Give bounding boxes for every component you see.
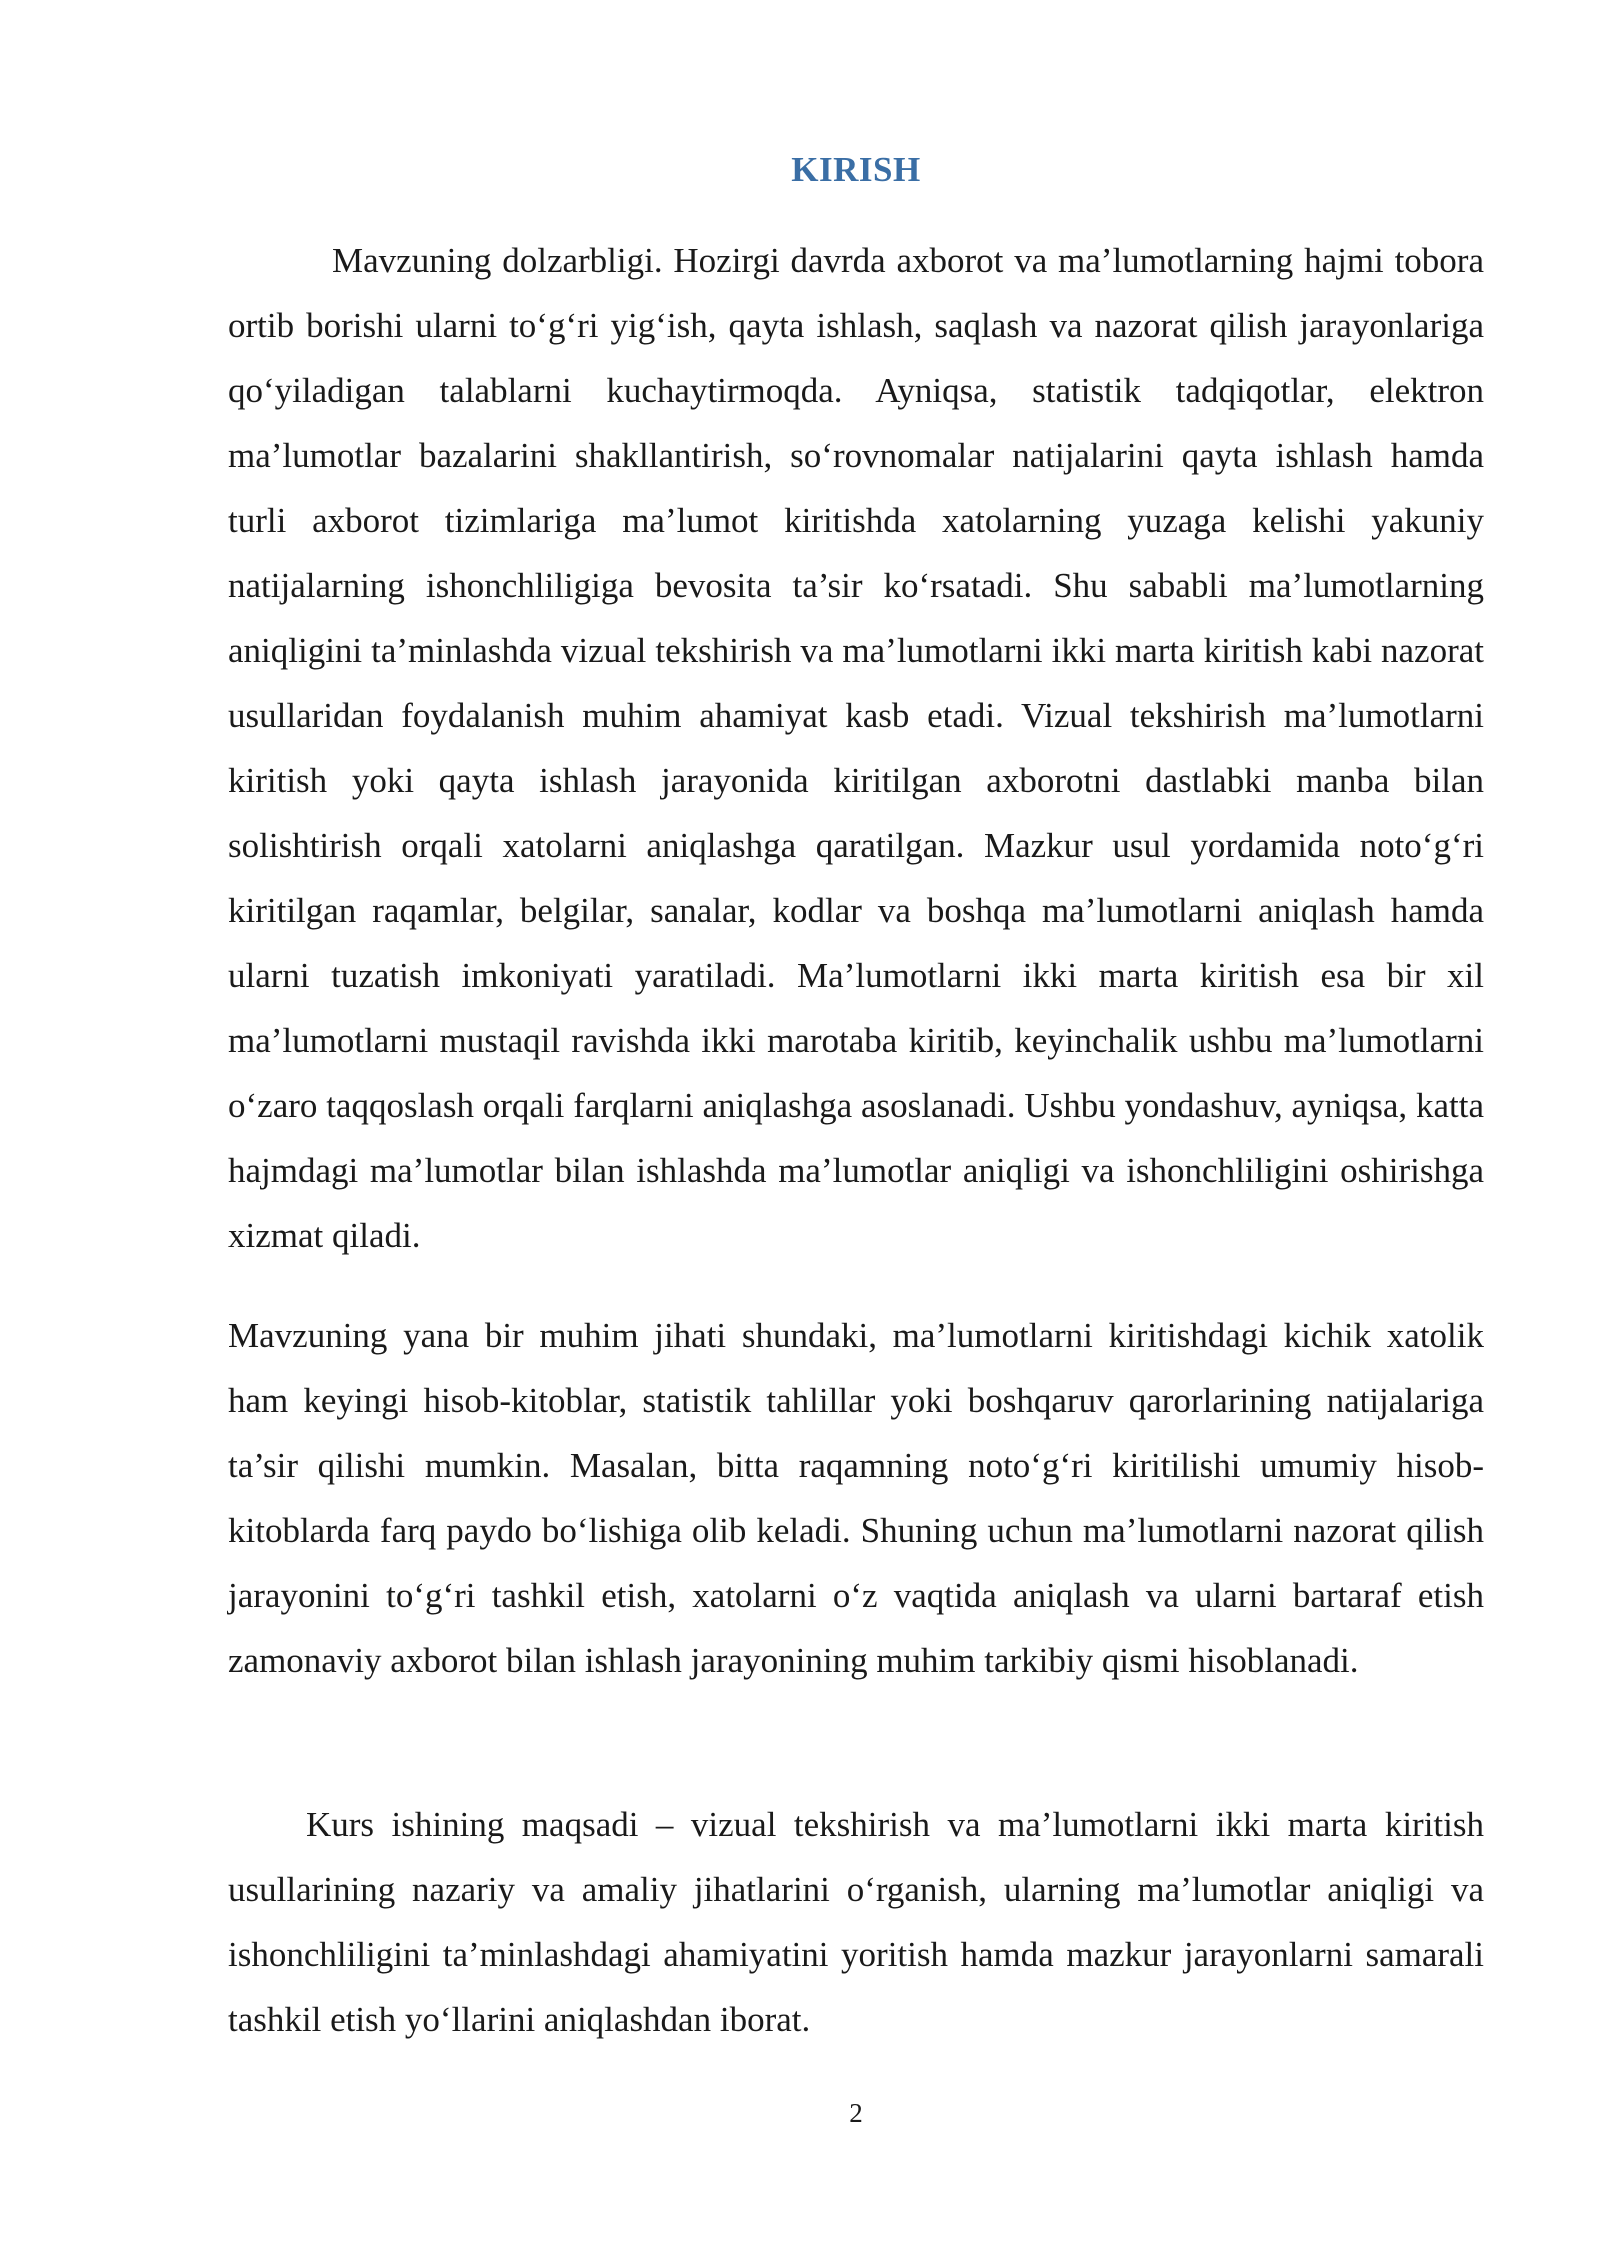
paragraph-relevance: Mavzuning dolzarbligi. Hozirgi davrda axborot va ma’lumotlarning hajmi tobora ortib borishi ularni to‘g‘ri yig‘ish, qayta ishlash, saqlash va nazorat qilish jarayonlariga qo‘yiladigan talablarni kuchaytirmoqda. Ayniqsa, statistik tadqiqotlar, elektron ma’lumotlar bazalarini shakllantirish, so‘rovnomalar natijalarini qayta ishlash hamda turli axborot tizimlariga ma’lumot kiritishda xatolarning yuzaga kelishi yakuniy natijalarning ishonchliligiga bevosita ta’sir ko‘rsatadi. Shu sababli ma’lumotlarning aniqligini ta’minlashda vizual tekshirish va ma’lumotlarni ikki marta kiritish kabi nazorat usullaridan foydalanish muhim ahamiyat kasb etadi. Vizual tekshirish ma’lumotlarni kiritish yoki qayta ishlash jarayonida kiritilgan axborotni dastlabki manba bilan solishtirish orqali xatolarni aniqlashga qaratilgan. Mazkur usul yordamida noto‘g‘ri kiritilgan raqamlar, belgilar, sanalar, kodlar va boshqa ma’lumotlarni aniqlash hamda ularni tuzatish imkoniyati yaratiladi. Ma’lumotlarni ikki marta kiritish esa bir xil ma’lumotlarni mustaqil ravishda ikki marotaba kiritib, keyinchalik ushbu ma’lumotlarni o‘zaro taqqoslash orqali farqlarni aniqlashga asoslanadi. Ushbu yondashuv, ayniqsa, katta hajmdagi ma’lumotlar bilan ishlashda ma’lumotlar aniqligi va ishonchliligini oshirishga xizmat qiladi. bbox=[228, 241, 1484, 1255]
section-heading: KIRISH bbox=[791, 150, 921, 189]
paragraph-importance: Mavzuning yana bir muhim jihati shundaki, ma’lumotlarni kiritishdagi kichik xatolik ham keyingi hisob-kitoblar, statistik tahlillar yoki boshqaruv qarorlarining natijalariga ta’sir qilishi mumkin. Masalan, bitta raqamning noto‘g‘ri kiritilishi umumiy hisob-kitoblarda farq paydo bo‘lishiga olib keladi. Shuning uchun ma’lumotlarni nazorat qilish jarayonini to‘g‘ri tashkil etish, xatolarni o‘z vaqtida aniqlash va ularni bartaraf etish zamonaviy axborot bilan ishlash jarayonining muhim tarkibiy qismi hisoblanadi. bbox=[228, 1316, 1484, 1680]
page-number: 2 bbox=[849, 2098, 863, 2128]
paragraph-goal: Kurs ishining maqsadi – vizual tekshirish va ma’lumotlarni ikki marta kiritish usullarining nazariy va amaliy jihatlarini o‘rganish, ularning ma’lumotlar aniqligi va ishonchliligini ta’minlashdagi ahamiyatini yoritish hamda mazkur jarayonlarni samarali tashkil etish yo‘llarini aniqlashdan iborat. bbox=[228, 1805, 1484, 2039]
